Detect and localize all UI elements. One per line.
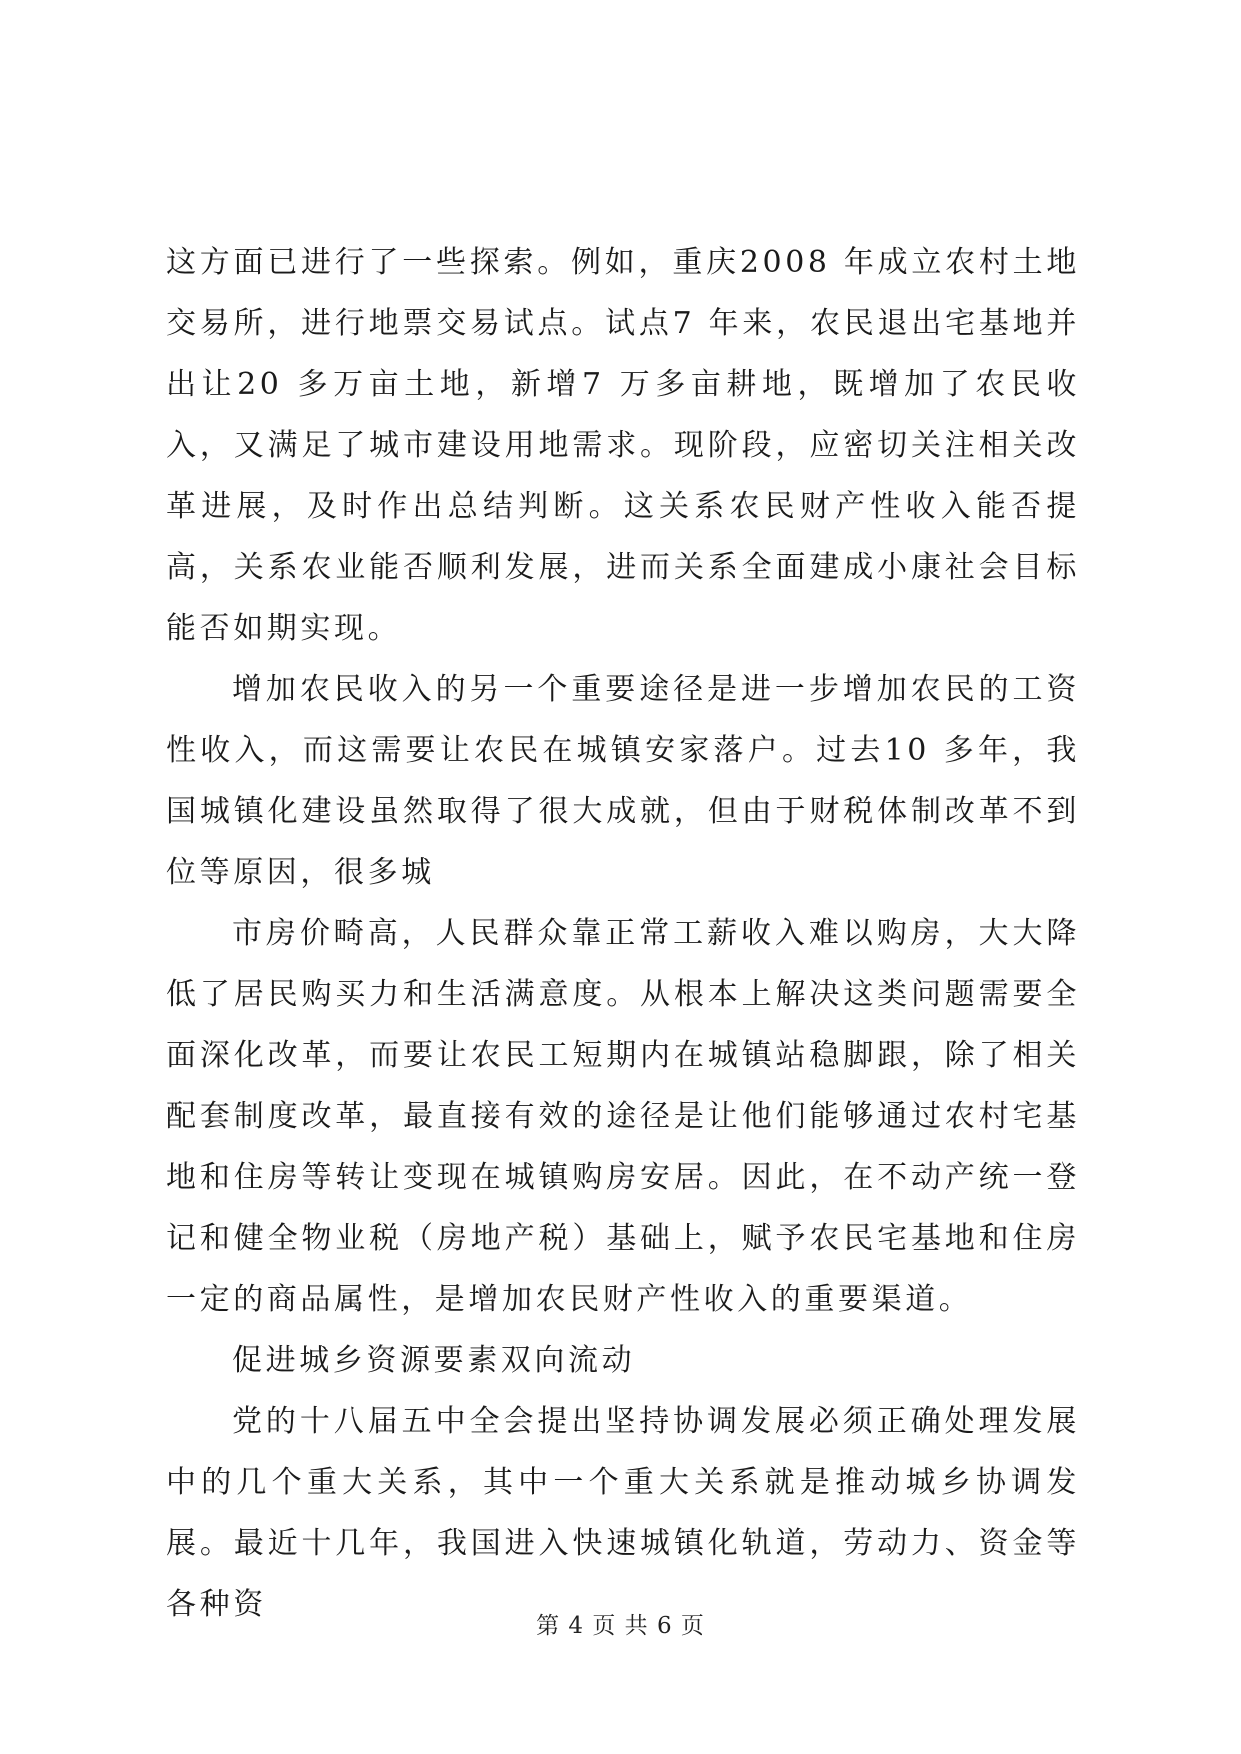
paragraph-housing: 市房价畸高，人民群众靠正常工薪收入难以购房，大大降低了居民购买力和生活满意度。从根本上解决这类问题需要全面深化改革，而要让农民工短期内在城镇站稳脚跟，除了相关配套制度改革，最直接有效的途径是让他们能够通过农村宅基地和住房等转让变现在城镇购房安居。因此，在不动产统一登记和健全物业税（房地产税）基础上，赋予农民宅基地和住房一定的商品属性，是增加农民财产性收入的重要渠道。 [166,916,1080,1317]
body-text [166,232,1080,1635]
paragraph-continued: 这方面已进行了一些探索。例如，重庆2008 年成立农村土地交易所，进行地票交易试点。试点7 年来，农民退出宅基地并出让20 多万亩土地，新增7 万多亩耕地，既增加了农民收入，又满足了城市建设用地需求。现阶段，应密切关注相关改革进展，及时作出总结判断。这关系农民财产性收入能否提高，关系农业能否顺利发展，进而关系全面建成小康社会目标能否如期实现。 [166,245,1080,646]
section-heading: 促进城乡资源要素双向流动 [232,1343,636,1378]
paragraph-wage-income: 增加农民收入的另一个重要途径是进一步增加农民的工资性收入，而这需要让农民在城镇安家落户。过去10 多年，我国城镇化建设虽然取得了很大成就，但由于财税体制改革不到位等原因，很多城 [166,672,1080,890]
paragraph-coordination: 党的十八届五中全会提出坚持协调发展必须正确处理发展中的几个重大关系，其中一个重大关系就是推动城乡协调发展。最近十几年，我国进入快速城镇化轨道，劳动力、资金等各种资 [166,1404,1080,1622]
page-number-footer: 第 4 页 共 6 页 [536,1613,705,1639]
